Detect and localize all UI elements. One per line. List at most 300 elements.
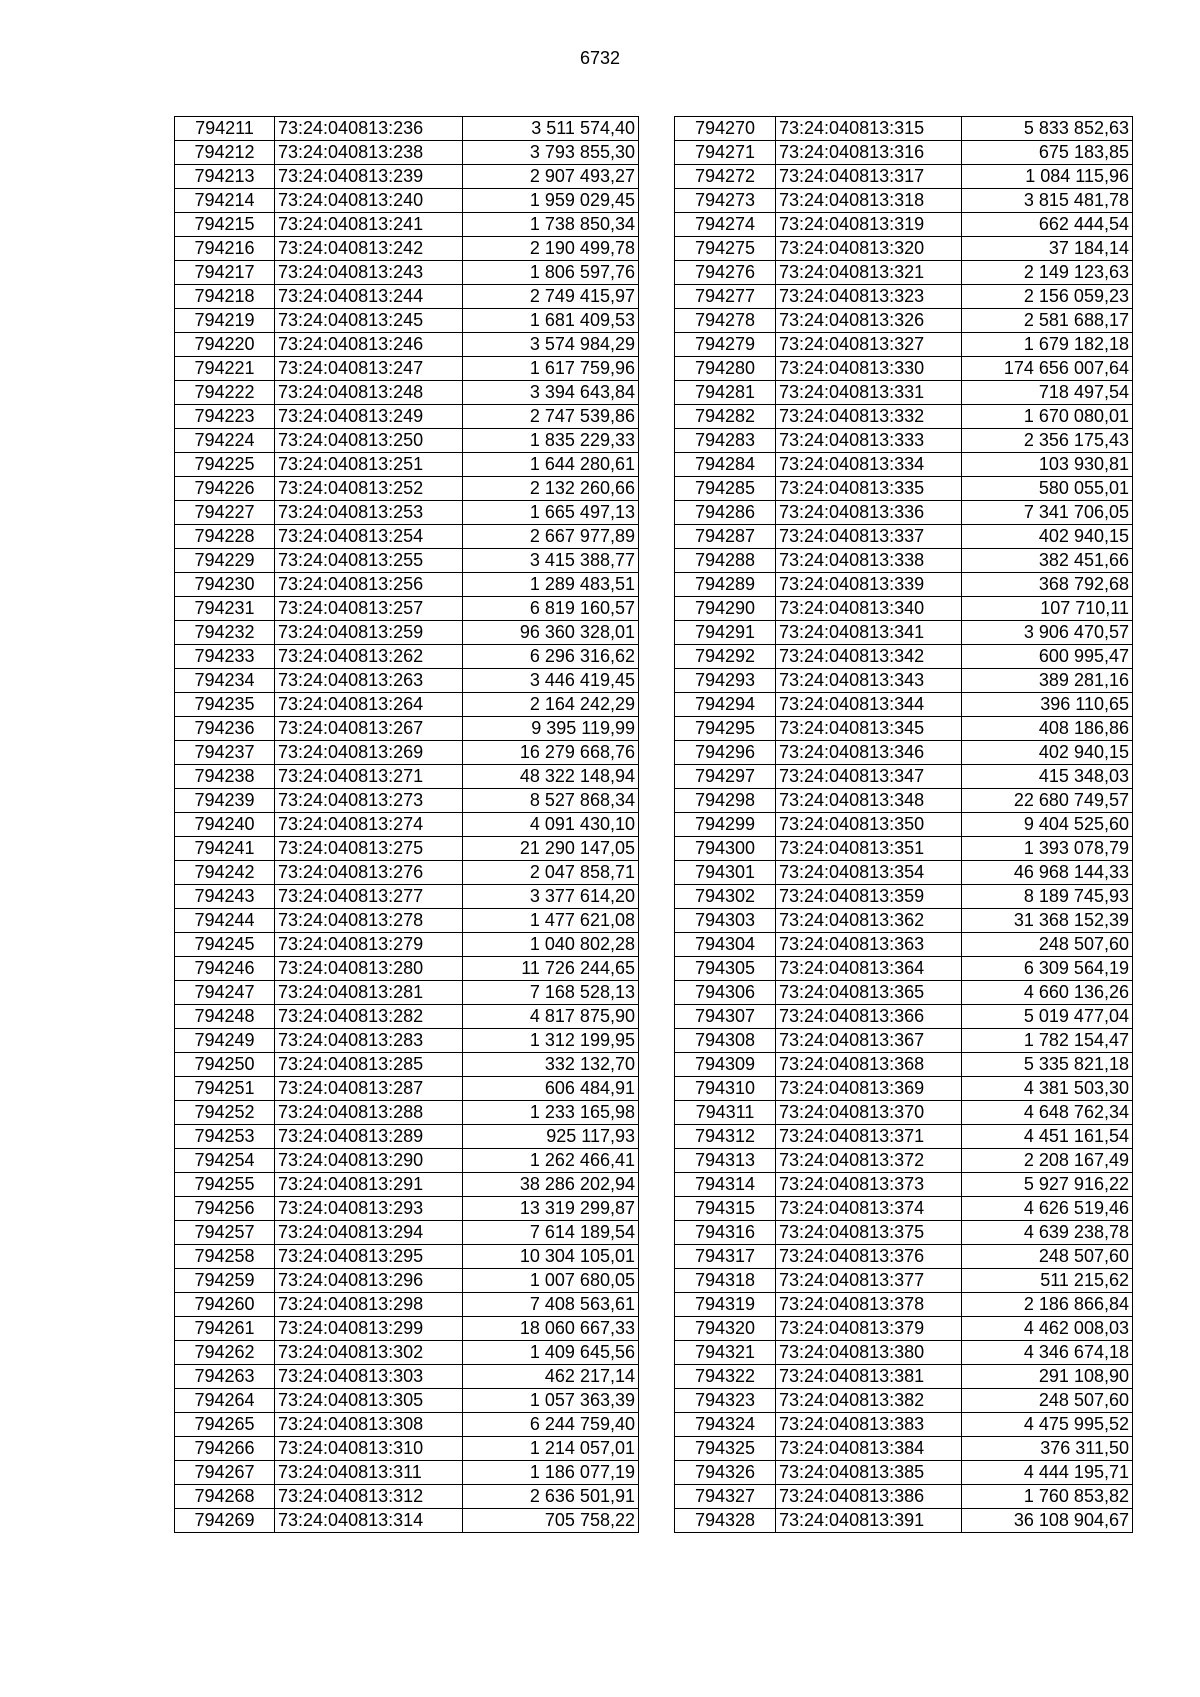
record-number-cell: 794270 xyxy=(675,117,776,141)
record-number-cell: 794312 xyxy=(675,1125,776,1149)
value-cell: 3 815 481,78 xyxy=(962,189,1133,213)
table-row xyxy=(175,1077,639,1101)
cadastral-number-cell: 73:24:040813:275 xyxy=(275,837,463,861)
record-number-cell: 794218 xyxy=(175,285,275,309)
table-row xyxy=(175,1005,639,1029)
cadastral-number-cell: 73:24:040813:364 xyxy=(776,957,962,981)
record-number-cell: 794295 xyxy=(675,717,776,741)
value-cell: 9 395 119,99 xyxy=(463,717,639,741)
record-number-cell: 794263 xyxy=(175,1365,275,1389)
record-number-cell: 794307 xyxy=(675,1005,776,1029)
value-cell: 6 309 564,19 xyxy=(962,957,1133,981)
cadastral-number-cell: 73:24:040813:303 xyxy=(275,1365,463,1389)
cadastral-number-cell: 73:24:040813:370 xyxy=(776,1101,962,1125)
cadastral-number-cell: 73:24:040813:376 xyxy=(776,1245,962,1269)
cadastral-number-cell: 73:24:040813:332 xyxy=(776,405,962,429)
record-number-cell: 794274 xyxy=(675,213,776,237)
record-number-cell: 794279 xyxy=(675,333,776,357)
record-number-cell: 794318 xyxy=(675,1269,776,1293)
cadastral-number-cell: 73:24:040813:267 xyxy=(275,717,463,741)
table-row xyxy=(175,1293,639,1317)
cadastral-number-cell: 73:24:040813:247 xyxy=(275,357,463,381)
record-number-cell: 794297 xyxy=(675,765,776,789)
value-cell: 4 475 995,52 xyxy=(962,1413,1133,1437)
cadastral-number-cell: 73:24:040813:369 xyxy=(776,1077,962,1101)
record-number-cell: 794288 xyxy=(675,549,776,573)
record-number-cell: 794225 xyxy=(175,453,275,477)
record-number-cell: 794311 xyxy=(675,1101,776,1125)
cadastral-number-cell: 73:24:040813:375 xyxy=(776,1221,962,1245)
cadastral-number-cell: 73:24:040813:281 xyxy=(275,981,463,1005)
table-row xyxy=(175,1437,639,1461)
value-cell: 705 758,22 xyxy=(463,1509,639,1533)
record-number-cell: 794319 xyxy=(675,1293,776,1317)
table-row xyxy=(175,237,639,261)
record-number-cell: 794248 xyxy=(175,1005,275,1029)
record-number-cell: 794242 xyxy=(175,861,275,885)
record-number-cell: 794216 xyxy=(175,237,275,261)
value-cell: 10 304 105,01 xyxy=(463,1245,639,1269)
cadastral-number-cell: 73:24:040813:342 xyxy=(776,645,962,669)
value-cell: 13 319 299,87 xyxy=(463,1197,639,1221)
table-row xyxy=(175,957,639,981)
cadastral-number-cell: 73:24:040813:340 xyxy=(776,597,962,621)
table-row xyxy=(675,1341,1133,1365)
table-row xyxy=(675,1365,1133,1389)
cadastral-number-cell: 73:24:040813:372 xyxy=(776,1149,962,1173)
cadastral-number-cell: 73:24:040813:298 xyxy=(275,1293,463,1317)
value-cell: 4 462 008,03 xyxy=(962,1317,1133,1341)
value-cell: 2 208 167,49 xyxy=(962,1149,1133,1173)
record-number-cell: 794285 xyxy=(675,477,776,501)
cadastral-number-cell: 73:24:040813:246 xyxy=(275,333,463,357)
cadastral-number-cell: 73:24:040813:337 xyxy=(776,525,962,549)
cadastral-number-cell: 73:24:040813:285 xyxy=(275,1053,463,1077)
table-row xyxy=(675,1389,1133,1413)
value-cell: 37 184,14 xyxy=(962,237,1133,261)
value-cell: 2 747 539,86 xyxy=(463,405,639,429)
table-row xyxy=(175,765,639,789)
cadastral-number-cell: 73:24:040813:334 xyxy=(776,453,962,477)
cadastral-number-cell: 73:24:040813:296 xyxy=(275,1269,463,1293)
value-cell: 4 444 195,71 xyxy=(962,1461,1133,1485)
cadastral-number-cell: 73:24:040813:371 xyxy=(776,1125,962,1149)
record-number-cell: 794292 xyxy=(675,645,776,669)
value-cell: 4 381 503,30 xyxy=(962,1077,1133,1101)
value-cell: 415 348,03 xyxy=(962,765,1133,789)
record-number-cell: 794213 xyxy=(175,165,275,189)
record-number-cell: 794220 xyxy=(175,333,275,357)
record-number-cell: 794250 xyxy=(175,1053,275,1077)
cadastral-number-cell: 73:24:040813:323 xyxy=(776,285,962,309)
page-number: 6732 xyxy=(579,48,621,68)
value-cell: 1 665 497,13 xyxy=(463,501,639,525)
table-row xyxy=(675,453,1133,477)
cadastral-number-cell: 73:24:040813:333 xyxy=(776,429,962,453)
table-row xyxy=(175,669,639,693)
record-number-cell: 794259 xyxy=(175,1269,275,1293)
value-cell: 4 648 762,34 xyxy=(962,1101,1133,1125)
table-row xyxy=(675,1413,1133,1437)
record-number-cell: 794303 xyxy=(675,909,776,933)
value-cell: 580 055,01 xyxy=(962,477,1133,501)
table-row xyxy=(175,717,639,741)
value-cell: 2 190 499,78 xyxy=(463,237,639,261)
table-row xyxy=(175,1509,639,1533)
record-number-cell: 794323 xyxy=(675,1389,776,1413)
record-number-cell: 794280 xyxy=(675,357,776,381)
value-cell: 1 289 483,51 xyxy=(463,573,639,597)
cadastral-number-cell: 73:24:040813:341 xyxy=(776,621,962,645)
value-cell: 1 670 080,01 xyxy=(962,405,1133,429)
value-cell: 291 108,90 xyxy=(962,1365,1133,1389)
record-number-cell: 794238 xyxy=(175,765,275,789)
value-cell: 3 446 419,45 xyxy=(463,669,639,693)
record-number-cell: 794243 xyxy=(175,885,275,909)
cadastral-number-cell: 73:24:040813:346 xyxy=(776,741,962,765)
table-row xyxy=(175,645,639,669)
table-row xyxy=(175,1101,639,1125)
table-row xyxy=(175,165,639,189)
table-row xyxy=(175,1461,639,1485)
cadastral-number-cell: 73:24:040813:269 xyxy=(275,741,463,765)
value-cell: 2 164 242,29 xyxy=(463,693,639,717)
record-number-cell: 794224 xyxy=(175,429,275,453)
cadastral-number-cell: 73:24:040813:331 xyxy=(776,381,962,405)
cadastral-number-cell: 73:24:040813:347 xyxy=(776,765,962,789)
value-cell: 1 214 057,01 xyxy=(463,1437,639,1461)
table-row xyxy=(175,621,639,645)
cadastral-number-cell: 73:24:040813:251 xyxy=(275,453,463,477)
table-row xyxy=(175,885,639,909)
cadastral-number-cell: 73:24:040813:363 xyxy=(776,933,962,957)
table-row xyxy=(175,309,639,333)
value-cell: 718 497,54 xyxy=(962,381,1133,405)
table-row xyxy=(175,1389,639,1413)
cadastral-number-cell: 73:24:040813:245 xyxy=(275,309,463,333)
record-number-cell: 794215 xyxy=(175,213,275,237)
cadastral-number-cell: 73:24:040813:287 xyxy=(275,1077,463,1101)
value-cell: 9 404 525,60 xyxy=(962,813,1133,837)
record-number-cell: 794313 xyxy=(675,1149,776,1173)
record-number-cell: 794283 xyxy=(675,429,776,453)
value-cell: 3 511 574,40 xyxy=(463,117,639,141)
value-cell: 1 760 853,82 xyxy=(962,1485,1133,1509)
cadastral-number-cell: 73:24:040813:279 xyxy=(275,933,463,957)
record-number-cell: 794275 xyxy=(675,237,776,261)
record-number-cell: 794293 xyxy=(675,669,776,693)
cadastral-number-cell: 73:24:040813:345 xyxy=(776,717,962,741)
table-row xyxy=(675,117,1133,141)
cadastral-number-cell: 73:24:040813:253 xyxy=(275,501,463,525)
value-cell: 6 244 759,40 xyxy=(463,1413,639,1437)
table-row xyxy=(175,1053,639,1077)
cadastral-number-cell: 73:24:040813:299 xyxy=(275,1317,463,1341)
table-row xyxy=(175,981,639,1005)
cadastral-number-cell: 73:24:040813:344 xyxy=(776,693,962,717)
record-number-cell: 794226 xyxy=(175,477,275,501)
record-number-cell: 794294 xyxy=(675,693,776,717)
value-cell: 96 360 328,01 xyxy=(463,621,639,645)
record-number-cell: 794271 xyxy=(675,141,776,165)
value-cell: 2 156 059,23 xyxy=(962,285,1133,309)
value-cell: 2 667 977,89 xyxy=(463,525,639,549)
value-cell: 3 793 855,30 xyxy=(463,141,639,165)
record-number-cell: 794305 xyxy=(675,957,776,981)
table-row xyxy=(675,741,1133,765)
table-row xyxy=(175,213,639,237)
record-number-cell: 794314 xyxy=(675,1173,776,1197)
cadastral-number-cell: 73:24:040813:295 xyxy=(275,1245,463,1269)
table-row xyxy=(675,813,1133,837)
record-number-cell: 794239 xyxy=(175,789,275,813)
table-row xyxy=(175,333,639,357)
value-cell: 402 940,15 xyxy=(962,741,1133,765)
record-number-cell: 794252 xyxy=(175,1101,275,1125)
record-number-cell: 794291 xyxy=(675,621,776,645)
record-number-cell: 794321 xyxy=(675,1341,776,1365)
value-cell: 18 060 667,33 xyxy=(463,1317,639,1341)
value-cell: 1 007 680,05 xyxy=(463,1269,639,1293)
cadastral-number-cell: 73:24:040813:330 xyxy=(776,357,962,381)
table-row xyxy=(175,597,639,621)
value-cell: 1 233 165,98 xyxy=(463,1101,639,1125)
table-row xyxy=(175,741,639,765)
value-cell: 46 968 144,33 xyxy=(962,861,1133,885)
table-row xyxy=(175,477,639,501)
table-row xyxy=(675,333,1133,357)
table-row xyxy=(675,1173,1133,1197)
table-row xyxy=(175,357,639,381)
record-number-cell: 794249 xyxy=(175,1029,275,1053)
table-row xyxy=(675,693,1133,717)
cadastral-number-cell: 73:24:040813:326 xyxy=(776,309,962,333)
cadastral-number-cell: 73:24:040813:383 xyxy=(776,1413,962,1437)
record-number-cell: 794272 xyxy=(675,165,776,189)
table-row xyxy=(675,1461,1133,1485)
value-cell: 3 394 643,84 xyxy=(463,381,639,405)
cadastral-number-cell: 73:24:040813:291 xyxy=(275,1173,463,1197)
value-cell: 4 091 430,10 xyxy=(463,813,639,837)
cadastral-number-cell: 73:24:040813:314 xyxy=(275,1509,463,1533)
cadastral-number-cell: 73:24:040813:252 xyxy=(275,477,463,501)
cadastral-number-cell: 73:24:040813:381 xyxy=(776,1365,962,1389)
cadastral-number-cell: 73:24:040813:378 xyxy=(776,1293,962,1317)
value-cell: 2 149 123,63 xyxy=(962,261,1133,285)
record-number-cell: 794282 xyxy=(675,405,776,429)
cadastral-number-cell: 73:24:040813:273 xyxy=(275,789,463,813)
table-row xyxy=(175,1341,639,1365)
table-row xyxy=(675,1029,1133,1053)
table-row xyxy=(175,1245,639,1269)
cadastral-number-cell: 73:24:040813:262 xyxy=(275,645,463,669)
cadastral-number-cell: 73:24:040813:319 xyxy=(776,213,962,237)
record-number-cell: 794308 xyxy=(675,1029,776,1053)
table-row xyxy=(675,621,1133,645)
cadastral-number-cell: 73:24:040813:241 xyxy=(275,213,463,237)
table-row xyxy=(675,957,1133,981)
value-cell: 332 132,70 xyxy=(463,1053,639,1077)
cadastral-number-cell: 73:24:040813:351 xyxy=(776,837,962,861)
record-number-cell: 794245 xyxy=(175,933,275,957)
value-cell: 1 084 115,96 xyxy=(962,165,1133,189)
cadastral-number-cell: 73:24:040813:362 xyxy=(776,909,962,933)
record-number-cell: 794298 xyxy=(675,789,776,813)
value-cell: 6 296 316,62 xyxy=(463,645,639,669)
value-cell: 5 927 916,22 xyxy=(962,1173,1133,1197)
value-cell: 248 507,60 xyxy=(962,1389,1133,1413)
cadastral-number-cell: 73:24:040813:311 xyxy=(275,1461,463,1485)
table-row xyxy=(675,1005,1133,1029)
register-table-right-body xyxy=(675,117,1133,1533)
table-row xyxy=(675,909,1133,933)
value-cell: 1 644 280,61 xyxy=(463,453,639,477)
value-cell: 22 680 749,57 xyxy=(962,789,1133,813)
record-number-cell: 794281 xyxy=(675,381,776,405)
cadastral-number-cell: 73:24:040813:302 xyxy=(275,1341,463,1365)
table-row xyxy=(675,981,1133,1005)
record-number-cell: 794296 xyxy=(675,741,776,765)
table-row xyxy=(175,117,639,141)
cadastral-number-cell: 73:24:040813:276 xyxy=(275,861,463,885)
record-number-cell: 794222 xyxy=(175,381,275,405)
record-number-cell: 794231 xyxy=(175,597,275,621)
table-row xyxy=(175,1173,639,1197)
cadastral-number-cell: 73:24:040813:249 xyxy=(275,405,463,429)
value-cell: 7 614 189,54 xyxy=(463,1221,639,1245)
table-row xyxy=(175,1029,639,1053)
table-row xyxy=(675,1149,1133,1173)
table-row xyxy=(675,1485,1133,1509)
record-number-cell: 794264 xyxy=(175,1389,275,1413)
cadastral-number-cell: 73:24:040813:366 xyxy=(776,1005,962,1029)
table-row xyxy=(675,1245,1133,1269)
cadastral-number-cell: 73:24:040813:338 xyxy=(776,549,962,573)
table-row xyxy=(675,861,1133,885)
cadastral-number-cell: 73:24:040813:359 xyxy=(776,885,962,909)
record-number-cell: 794309 xyxy=(675,1053,776,1077)
value-cell: 2 186 866,84 xyxy=(962,1293,1133,1317)
table-row xyxy=(175,1197,639,1221)
table-row xyxy=(675,645,1133,669)
table-row xyxy=(675,501,1133,525)
table-row xyxy=(675,1293,1133,1317)
record-number-cell: 794246 xyxy=(175,957,275,981)
cadastral-number-cell: 73:24:040813:367 xyxy=(776,1029,962,1053)
table-row xyxy=(675,189,1133,213)
table-row xyxy=(175,1269,639,1293)
table-row xyxy=(175,909,639,933)
cadastral-number-cell: 73:24:040813:244 xyxy=(275,285,463,309)
record-number-cell: 794317 xyxy=(675,1245,776,1269)
value-cell: 11 726 244,65 xyxy=(463,957,639,981)
value-cell: 4 626 519,46 xyxy=(962,1197,1133,1221)
value-cell: 8 527 868,34 xyxy=(463,789,639,813)
cadastral-number-cell: 73:24:040813:339 xyxy=(776,573,962,597)
value-cell: 600 995,47 xyxy=(962,645,1133,669)
value-cell: 38 286 202,94 xyxy=(463,1173,639,1197)
table-row xyxy=(175,453,639,477)
value-cell: 925 117,93 xyxy=(463,1125,639,1149)
cadastral-number-cell: 73:24:040813:384 xyxy=(776,1437,962,1461)
record-number-cell: 794306 xyxy=(675,981,776,1005)
cadastral-number-cell: 73:24:040813:321 xyxy=(776,261,962,285)
value-cell: 174 656 007,64 xyxy=(962,357,1133,381)
record-number-cell: 794265 xyxy=(175,1413,275,1437)
value-cell: 2 581 688,17 xyxy=(962,309,1133,333)
cadastral-number-cell: 73:24:040813:380 xyxy=(776,1341,962,1365)
value-cell: 368 792,68 xyxy=(962,573,1133,597)
cadastral-number-cell: 73:24:040813:250 xyxy=(275,429,463,453)
record-number-cell: 794322 xyxy=(675,1365,776,1389)
value-cell: 606 484,91 xyxy=(463,1077,639,1101)
cadastral-number-cell: 73:24:040813:240 xyxy=(275,189,463,213)
value-cell: 31 368 152,39 xyxy=(962,909,1133,933)
record-number-cell: 794232 xyxy=(175,621,275,645)
value-cell: 1 806 597,76 xyxy=(463,261,639,285)
value-cell: 3 377 614,20 xyxy=(463,885,639,909)
table-row xyxy=(675,429,1133,453)
table-row xyxy=(175,285,639,309)
record-number-cell: 794254 xyxy=(175,1149,275,1173)
cadastral-number-cell: 73:24:040813:336 xyxy=(776,501,962,525)
value-cell: 7 408 563,61 xyxy=(463,1293,639,1317)
record-number-cell: 794236 xyxy=(175,717,275,741)
table-row xyxy=(675,1125,1133,1149)
cadastral-number-cell: 73:24:040813:277 xyxy=(275,885,463,909)
cadastral-number-cell: 73:24:040813:343 xyxy=(776,669,962,693)
record-number-cell: 794300 xyxy=(675,837,776,861)
value-cell: 402 940,15 xyxy=(962,525,1133,549)
value-cell: 7 341 706,05 xyxy=(962,501,1133,525)
record-number-cell: 794269 xyxy=(175,1509,275,1533)
record-number-cell: 794289 xyxy=(675,573,776,597)
register-table-left xyxy=(174,116,639,1533)
value-cell: 6 819 160,57 xyxy=(463,597,639,621)
cadastral-number-cell: 73:24:040813:254 xyxy=(275,525,463,549)
value-cell: 3 574 984,29 xyxy=(463,333,639,357)
table-row xyxy=(175,1125,639,1149)
table-row xyxy=(175,1413,639,1437)
value-cell: 1 409 645,56 xyxy=(463,1341,639,1365)
table-row xyxy=(675,837,1133,861)
table-row xyxy=(675,717,1133,741)
record-number-cell: 794268 xyxy=(175,1485,275,1509)
table-row xyxy=(175,549,639,573)
table-row xyxy=(675,669,1133,693)
cadastral-number-cell: 73:24:040813:242 xyxy=(275,237,463,261)
register-table-right xyxy=(674,116,1133,1533)
cadastral-number-cell: 73:24:040813:354 xyxy=(776,861,962,885)
value-cell: 1 679 182,18 xyxy=(962,333,1133,357)
value-cell: 248 507,60 xyxy=(962,1245,1133,1269)
cadastral-number-cell: 73:24:040813:350 xyxy=(776,813,962,837)
cadastral-number-cell: 73:24:040813:305 xyxy=(275,1389,463,1413)
value-cell: 2 749 415,97 xyxy=(463,285,639,309)
table-row xyxy=(175,693,639,717)
table-row xyxy=(675,933,1133,957)
record-number-cell: 794286 xyxy=(675,501,776,525)
record-number-cell: 794327 xyxy=(675,1485,776,1509)
register-table-left-body xyxy=(175,117,639,1533)
value-cell: 1 312 199,95 xyxy=(463,1029,639,1053)
value-cell: 4 639 238,78 xyxy=(962,1221,1133,1245)
cadastral-number-cell: 73:24:040813:257 xyxy=(275,597,463,621)
record-number-cell: 794277 xyxy=(675,285,776,309)
cadastral-number-cell: 73:24:040813:373 xyxy=(776,1173,962,1197)
table-row xyxy=(175,1365,639,1389)
table-row xyxy=(675,765,1133,789)
